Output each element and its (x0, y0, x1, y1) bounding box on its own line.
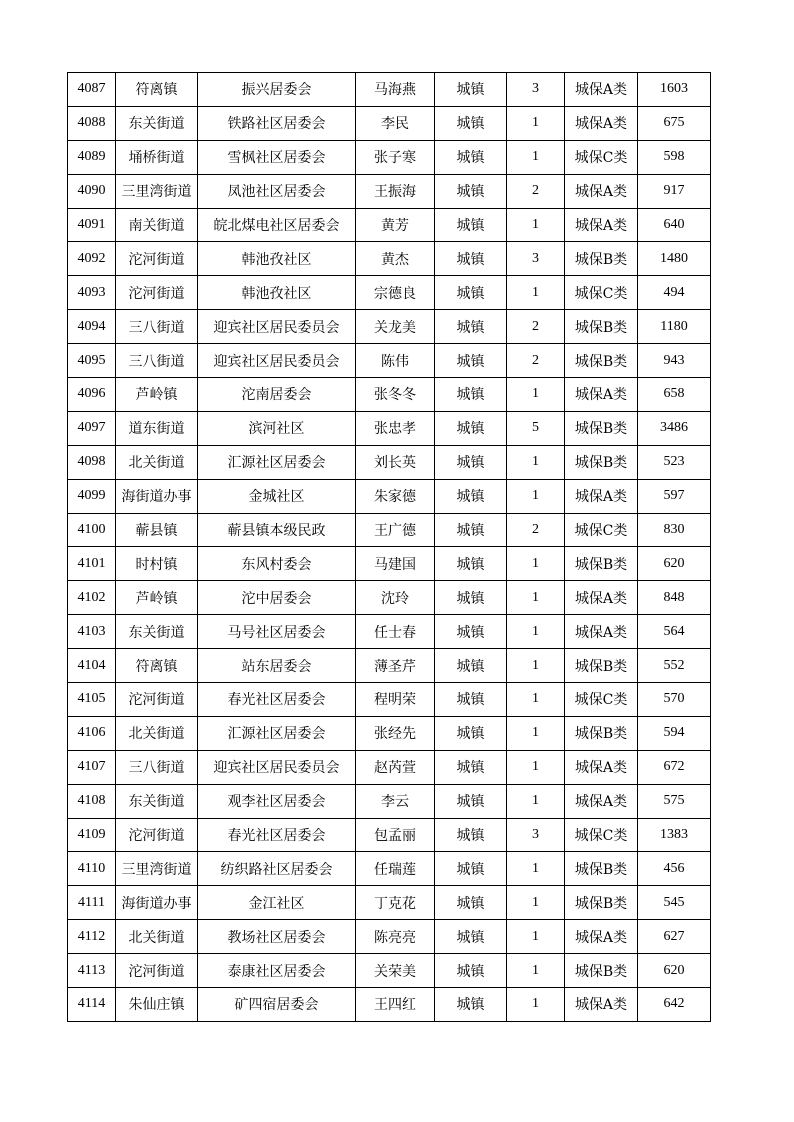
area-type-cell: 城镇 (435, 784, 507, 818)
community-cell: 韩池孜社区 (198, 276, 356, 310)
amount-cell: 564 (638, 615, 711, 649)
household-count-cell: 2 (507, 310, 565, 344)
table-row (68, 208, 711, 242)
household-count-cell: 1 (507, 683, 565, 717)
serial-number-cell: 4098 (68, 445, 116, 479)
insurance-category-cell: 城保B类 (565, 344, 638, 378)
area-type-cell: 城镇 (435, 988, 507, 1022)
insurance-category-cell: 城保B类 (565, 716, 638, 750)
serial-number-cell: 4100 (68, 513, 116, 547)
name-cell: 包孟丽 (356, 818, 435, 852)
household-count-cell: 1 (507, 106, 565, 140)
name-cell: 赵芮萱 (356, 750, 435, 784)
name-cell: 王振海 (356, 174, 435, 208)
amount-cell: 848 (638, 581, 711, 615)
household-count-cell: 5 (507, 411, 565, 445)
amount-cell: 594 (638, 716, 711, 750)
town-cell: 三八街道 (116, 344, 198, 378)
household-count-cell: 1 (507, 649, 565, 683)
amount-cell: 1180 (638, 310, 711, 344)
table-row (68, 988, 711, 1022)
community-cell: 蕲县镇本级民政 (198, 513, 356, 547)
insurance-category-cell: 城保C类 (565, 683, 638, 717)
town-cell: 道东街道 (116, 411, 198, 445)
insurance-category-cell: 城保A类 (565, 581, 638, 615)
serial-number-cell: 4087 (68, 73, 116, 107)
area-type-cell: 城镇 (435, 716, 507, 750)
area-type-cell: 城镇 (435, 954, 507, 988)
household-count-cell: 1 (507, 920, 565, 954)
community-cell: 春光社区居委会 (198, 683, 356, 717)
amount-cell: 598 (638, 140, 711, 174)
table-row (68, 683, 711, 717)
household-count-cell: 1 (507, 276, 565, 310)
amount-cell: 1480 (638, 242, 711, 276)
community-cell: 教场社区居委会 (198, 920, 356, 954)
amount-cell: 545 (638, 886, 711, 920)
serial-number-cell: 4099 (68, 479, 116, 513)
serial-number-cell: 4112 (68, 920, 116, 954)
community-cell: 马号社区居委会 (198, 615, 356, 649)
serial-number-cell: 4095 (68, 344, 116, 378)
insurance-category-cell: 城保A类 (565, 378, 638, 412)
town-cell: 三八街道 (116, 750, 198, 784)
household-count-cell: 1 (507, 581, 565, 615)
amount-cell: 672 (638, 750, 711, 784)
community-cell: 矿四宿居委会 (198, 988, 356, 1022)
community-cell: 汇源社区居委会 (198, 445, 356, 479)
insurance-category-cell: 城保C类 (565, 140, 638, 174)
town-cell: 沱河街道 (116, 818, 198, 852)
name-cell: 王四红 (356, 988, 435, 1022)
town-cell: 三八街道 (116, 310, 198, 344)
serial-number-cell: 4096 (68, 378, 116, 412)
name-cell: 宗德良 (356, 276, 435, 310)
name-cell: 黄杰 (356, 242, 435, 276)
name-cell: 薄圣芹 (356, 649, 435, 683)
amount-cell: 523 (638, 445, 711, 479)
town-cell: 海街道办事 (116, 886, 198, 920)
amount-cell: 620 (638, 547, 711, 581)
community-cell: 迎宾社区居民委员会 (198, 310, 356, 344)
table-row (68, 73, 711, 107)
area-type-cell: 城镇 (435, 683, 507, 717)
serial-number-cell: 4109 (68, 818, 116, 852)
household-count-cell: 2 (507, 344, 565, 378)
community-cell: 皖北煤电社区居委会 (198, 208, 356, 242)
table-row (68, 310, 711, 344)
area-type-cell: 城镇 (435, 750, 507, 784)
amount-cell: 1383 (638, 818, 711, 852)
serial-number-cell: 4113 (68, 954, 116, 988)
area-type-cell: 城镇 (435, 242, 507, 276)
name-cell: 关龙美 (356, 310, 435, 344)
name-cell: 李云 (356, 784, 435, 818)
insurance-category-cell: 城保B类 (565, 411, 638, 445)
insurance-category-cell: 城保A类 (565, 106, 638, 140)
town-cell: 沱河街道 (116, 276, 198, 310)
table-row (68, 920, 711, 954)
name-cell: 沈玲 (356, 581, 435, 615)
household-count-cell: 1 (507, 852, 565, 886)
community-cell: 迎宾社区居民委员会 (198, 344, 356, 378)
insurance-category-cell: 城保A类 (565, 174, 638, 208)
community-cell: 迎宾社区居民委员会 (198, 750, 356, 784)
serial-number-cell: 4105 (68, 683, 116, 717)
household-count-cell: 1 (507, 547, 565, 581)
area-type-cell: 城镇 (435, 140, 507, 174)
town-cell: 东关街道 (116, 106, 198, 140)
amount-cell: 575 (638, 784, 711, 818)
insurance-category-cell: 城保B类 (565, 852, 638, 886)
community-cell: 金城社区 (198, 479, 356, 513)
name-cell: 张忠孝 (356, 411, 435, 445)
community-cell: 东风村委会 (198, 547, 356, 581)
insurance-category-cell: 城保A类 (565, 988, 638, 1022)
serial-number-cell: 4111 (68, 886, 116, 920)
table-row (68, 547, 711, 581)
insurance-category-cell: 城保B类 (565, 649, 638, 683)
table-row (68, 615, 711, 649)
serial-number-cell: 4110 (68, 852, 116, 886)
table-row (68, 750, 711, 784)
table-row (68, 378, 711, 412)
insurance-category-cell: 城保B类 (565, 954, 638, 988)
town-cell: 芦岭镇 (116, 581, 198, 615)
insurance-category-cell: 城保A类 (565, 784, 638, 818)
community-cell: 春光社区居委会 (198, 818, 356, 852)
community-cell: 观李社区居委会 (198, 784, 356, 818)
amount-cell: 642 (638, 988, 711, 1022)
name-cell: 陈亮亮 (356, 920, 435, 954)
table-row (68, 276, 711, 310)
town-cell: 三里湾街道 (116, 174, 198, 208)
serial-number-cell: 4107 (68, 750, 116, 784)
area-type-cell: 城镇 (435, 649, 507, 683)
amount-cell: 620 (638, 954, 711, 988)
town-cell: 芦岭镇 (116, 378, 198, 412)
area-type-cell: 城镇 (435, 886, 507, 920)
name-cell: 任士春 (356, 615, 435, 649)
amount-cell: 3486 (638, 411, 711, 445)
community-cell: 沱南居委会 (198, 378, 356, 412)
table-row (68, 716, 711, 750)
household-count-cell: 1 (507, 784, 565, 818)
area-type-cell: 城镇 (435, 581, 507, 615)
serial-number-cell: 4089 (68, 140, 116, 174)
town-cell: 时村镇 (116, 547, 198, 581)
name-cell: 黄芳 (356, 208, 435, 242)
serial-number-cell: 4101 (68, 547, 116, 581)
data-table (67, 72, 711, 1022)
name-cell: 张子寒 (356, 140, 435, 174)
household-count-cell: 3 (507, 242, 565, 276)
community-cell: 沱中居委会 (198, 581, 356, 615)
table-row (68, 784, 711, 818)
community-cell: 滨河社区 (198, 411, 356, 445)
community-cell: 金江社区 (198, 886, 356, 920)
serial-number-cell: 4094 (68, 310, 116, 344)
household-count-cell: 1 (507, 479, 565, 513)
household-count-cell: 1 (507, 208, 565, 242)
town-cell: 埇桥街道 (116, 140, 198, 174)
table-row (68, 140, 711, 174)
town-cell: 东关街道 (116, 784, 198, 818)
amount-cell: 456 (638, 852, 711, 886)
area-type-cell: 城镇 (435, 547, 507, 581)
insurance-category-cell: 城保B类 (565, 242, 638, 276)
insurance-category-cell: 城保A类 (565, 479, 638, 513)
area-type-cell: 城镇 (435, 411, 507, 445)
area-type-cell: 城镇 (435, 513, 507, 547)
name-cell: 朱家德 (356, 479, 435, 513)
amount-cell: 658 (638, 378, 711, 412)
area-type-cell: 城镇 (435, 208, 507, 242)
insurance-category-cell: 城保B类 (565, 547, 638, 581)
household-count-cell: 1 (507, 445, 565, 479)
town-cell: 符离镇 (116, 649, 198, 683)
table-row (68, 344, 711, 378)
community-cell: 汇源社区居委会 (198, 716, 356, 750)
area-type-cell: 城镇 (435, 310, 507, 344)
amount-cell: 675 (638, 106, 711, 140)
name-cell: 丁克花 (356, 886, 435, 920)
household-count-cell: 1 (507, 716, 565, 750)
household-count-cell: 1 (507, 988, 565, 1022)
community-cell: 铁路社区居委会 (198, 106, 356, 140)
name-cell: 关荣美 (356, 954, 435, 988)
household-count-cell: 3 (507, 818, 565, 852)
table-row (68, 242, 711, 276)
name-cell: 张冬冬 (356, 378, 435, 412)
insurance-category-cell: 城保A类 (565, 615, 638, 649)
community-cell: 站东居委会 (198, 649, 356, 683)
area-type-cell: 城镇 (435, 818, 507, 852)
household-count-cell: 1 (507, 886, 565, 920)
serial-number-cell: 4103 (68, 615, 116, 649)
town-cell: 符离镇 (116, 73, 198, 107)
table-row (68, 581, 711, 615)
area-type-cell: 城镇 (435, 378, 507, 412)
serial-number-cell: 4106 (68, 716, 116, 750)
town-cell: 蕲县镇 (116, 513, 198, 547)
amount-cell: 627 (638, 920, 711, 954)
name-cell: 张经先 (356, 716, 435, 750)
table-row (68, 174, 711, 208)
area-type-cell: 城镇 (435, 920, 507, 954)
insurance-category-cell: 城保B类 (565, 445, 638, 479)
table-row (68, 852, 711, 886)
town-cell: 朱仙庄镇 (116, 988, 198, 1022)
household-count-cell: 1 (507, 140, 565, 174)
amount-cell: 552 (638, 649, 711, 683)
name-cell: 李民 (356, 106, 435, 140)
name-cell: 王广德 (356, 513, 435, 547)
table-row (68, 886, 711, 920)
name-cell: 马海燕 (356, 73, 435, 107)
table-row (68, 479, 711, 513)
town-cell: 海街道办事 (116, 479, 198, 513)
household-count-cell: 1 (507, 615, 565, 649)
area-type-cell: 城镇 (435, 615, 507, 649)
table-row (68, 513, 711, 547)
town-cell: 北关街道 (116, 445, 198, 479)
area-type-cell: 城镇 (435, 73, 507, 107)
amount-cell: 1603 (638, 73, 711, 107)
area-type-cell: 城镇 (435, 445, 507, 479)
name-cell: 马建国 (356, 547, 435, 581)
town-cell: 沱河街道 (116, 683, 198, 717)
amount-cell: 494 (638, 276, 711, 310)
insurance-category-cell: 城保A类 (565, 73, 638, 107)
name-cell: 任瑞莲 (356, 852, 435, 886)
community-cell: 纺织路社区居委会 (198, 852, 356, 886)
household-count-cell: 3 (507, 73, 565, 107)
insurance-category-cell: 城保B类 (565, 310, 638, 344)
amount-cell: 640 (638, 208, 711, 242)
name-cell: 程明荣 (356, 683, 435, 717)
amount-cell: 570 (638, 683, 711, 717)
serial-number-cell: 4090 (68, 174, 116, 208)
town-cell: 沱河街道 (116, 242, 198, 276)
area-type-cell: 城镇 (435, 479, 507, 513)
insurance-category-cell: 城保B类 (565, 886, 638, 920)
serial-number-cell: 4104 (68, 649, 116, 683)
household-count-cell: 1 (507, 750, 565, 784)
amount-cell: 830 (638, 513, 711, 547)
serial-number-cell: 4088 (68, 106, 116, 140)
household-count-cell: 1 (507, 378, 565, 412)
community-cell: 振兴居委会 (198, 73, 356, 107)
area-type-cell: 城镇 (435, 276, 507, 310)
name-cell: 刘长英 (356, 445, 435, 479)
serial-number-cell: 4092 (68, 242, 116, 276)
household-count-cell: 1 (507, 954, 565, 988)
household-count-cell: 2 (507, 513, 565, 547)
name-cell: 陈伟 (356, 344, 435, 378)
serial-number-cell: 4097 (68, 411, 116, 445)
table-row (68, 445, 711, 479)
household-count-cell: 2 (507, 174, 565, 208)
insurance-category-cell: 城保A类 (565, 750, 638, 784)
serial-number-cell: 4114 (68, 988, 116, 1022)
table-row (68, 411, 711, 445)
amount-cell: 597 (638, 479, 711, 513)
insurance-category-cell: 城保C类 (565, 276, 638, 310)
table-row (68, 818, 711, 852)
community-cell: 韩池孜社区 (198, 242, 356, 276)
town-cell: 三里湾街道 (116, 852, 198, 886)
insurance-category-cell: 城保C类 (565, 818, 638, 852)
table-row (68, 106, 711, 140)
table-body (68, 73, 711, 1022)
area-type-cell: 城镇 (435, 106, 507, 140)
town-cell: 南关街道 (116, 208, 198, 242)
serial-number-cell: 4093 (68, 276, 116, 310)
area-type-cell: 城镇 (435, 344, 507, 378)
serial-number-cell: 4091 (68, 208, 116, 242)
town-cell: 北关街道 (116, 716, 198, 750)
area-type-cell: 城镇 (435, 852, 507, 886)
serial-number-cell: 4102 (68, 581, 116, 615)
community-cell: 雪枫社区居委会 (198, 140, 356, 174)
area-type-cell: 城镇 (435, 174, 507, 208)
amount-cell: 917 (638, 174, 711, 208)
town-cell: 北关街道 (116, 920, 198, 954)
insurance-category-cell: 城保C类 (565, 513, 638, 547)
table-row (68, 954, 711, 988)
insurance-category-cell: 城保A类 (565, 920, 638, 954)
community-cell: 泰康社区居委会 (198, 954, 356, 988)
serial-number-cell: 4108 (68, 784, 116, 818)
town-cell: 东关街道 (116, 615, 198, 649)
table-row (68, 649, 711, 683)
town-cell: 沱河街道 (116, 954, 198, 988)
insurance-category-cell: 城保A类 (565, 208, 638, 242)
amount-cell: 943 (638, 344, 711, 378)
community-cell: 凤池社区居委会 (198, 174, 356, 208)
